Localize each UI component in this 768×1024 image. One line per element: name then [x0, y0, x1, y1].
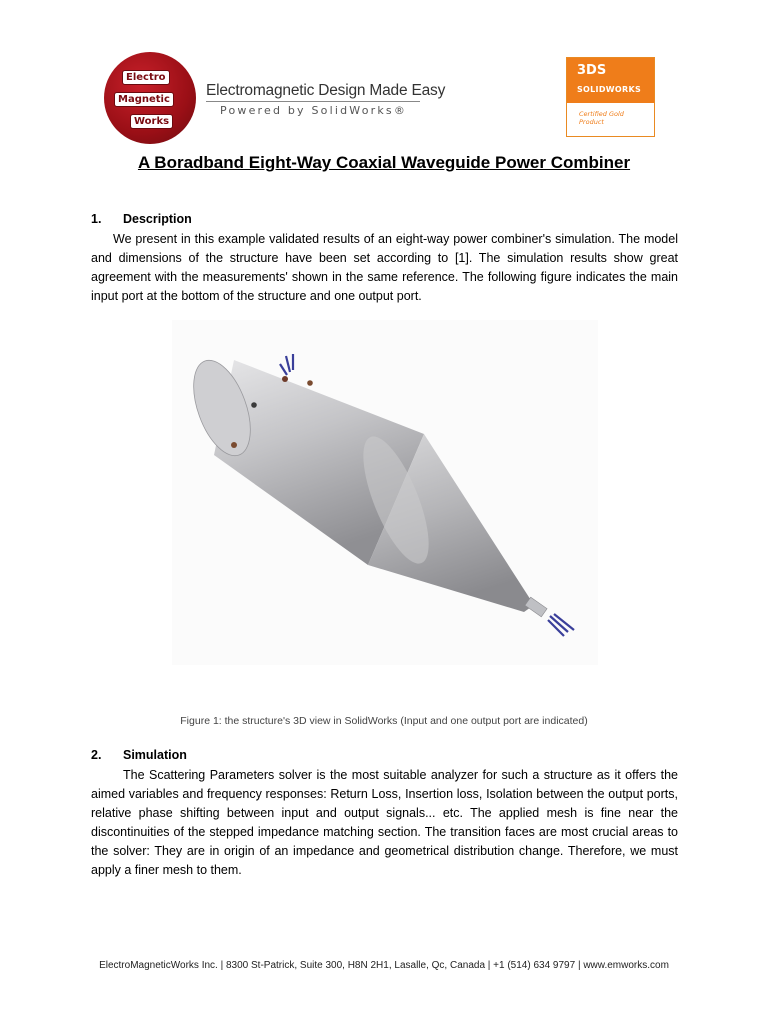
- logo-word-magnetic: Magnetic: [114, 92, 174, 107]
- section-title: Description: [123, 212, 192, 226]
- page-footer: ElectroMagneticWorks Inc. | 8300 St-Patrick, Suite 300, H8N 2H1, Lasalle, Qc, Canada | +1 (514) 634 9797 | www.emworks.com: [99, 960, 669, 971]
- section-title: Simulation: [123, 748, 187, 762]
- section-number: 2.: [91, 748, 102, 762]
- connector-dot: [282, 376, 288, 382]
- logo-word-electro: Electro: [122, 70, 170, 85]
- section-number: 1.: [91, 212, 102, 226]
- section-heading-description: [91, 212, 192, 226]
- badge-certification: Certified Gold Product: [579, 110, 624, 126]
- solidworks-certified-badge: [566, 57, 655, 137]
- tagline-rule: [206, 101, 420, 102]
- connector-dot: [231, 442, 237, 448]
- input-port-probe: [548, 614, 574, 636]
- badge-brand-name: SOLIDWORKS: [577, 85, 642, 94]
- connector-dot: [251, 402, 257, 408]
- section-heading-simulation: [91, 748, 187, 762]
- tagline: Electromagnetic Design Made Easy: [206, 82, 446, 99]
- badge-brand-mark: 3DS: [577, 63, 607, 78]
- figure-3d-view: [172, 320, 598, 665]
- document-title: [0, 153, 768, 173]
- figure-caption: Figure 1: the structure's 3D view in SolidWorks (Input and one output port are indicated): [180, 715, 588, 727]
- simulation-paragraph: The Scattering Parameters solver is the most suitable analyzer for such a structure as it offers the aimed variables and frequency responses: Return Loss, Insertion loss, Isolation between the output ports, relative phase shifting between input and output signals... etc. The applied mesh is fine near the discontinuities of the stepped impedance matching section. The transition faces are most crucial areas to the solver: They are in origin of an impedance and geometrical distribution change. Therefore, we must apply a finer mesh to them.: [91, 768, 678, 877]
- powered-by: Powered by SolidWorks®: [220, 104, 408, 117]
- input-port-stub: [525, 597, 547, 617]
- connector-dot: [307, 380, 313, 386]
- document-title-text: A Boradband Eight-Way Coaxial Waveguide Power Combiner: [137, 153, 631, 172]
- output-port-probe: [280, 354, 293, 375]
- badge-banner: [567, 58, 654, 103]
- power-combiner-render: [172, 320, 598, 665]
- logo-word-works: Works: [130, 114, 173, 129]
- description-paragraph: We present in this example validated results of an eight-way power combiner's simulation. The model and dimensions of the structure have been set according to [1]. The simulation results show great agreement with the measurements' shown in the same reference. The following figure indicates the main input port at the bottom of the structure and one output port.: [91, 232, 678, 303]
